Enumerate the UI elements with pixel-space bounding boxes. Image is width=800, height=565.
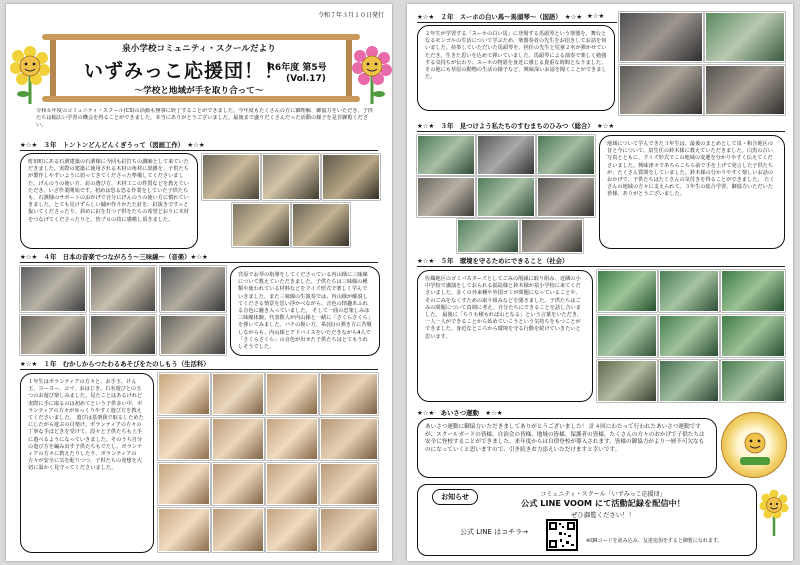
photo-shamisen-1 [20, 266, 86, 312]
notice-line3: ぜひ御覧ください！！ [571, 511, 635, 519]
flower-mascot-left [10, 46, 50, 106]
photo-town-5 [477, 177, 535, 217]
photo-games-9 [158, 463, 210, 505]
flower-mascot-small [759, 490, 789, 538]
photo-env-2 [659, 270, 719, 312]
photo-shamisen-2 [90, 266, 156, 312]
horse-fiddle-text-box [417, 25, 615, 111]
photo-env-3 [721, 270, 785, 312]
photo-env-7 [597, 360, 657, 402]
town-secrets-text: 地域について学んできた３年生は、最後のまとめとして泉・和合地区の昔と今について、泉生住の鈴木様に教えていただきました。白黒の古い写真とともに、クイズ形式でこの地域の変遷を分かりやすく伝えてくださいました。興味津々であちらこちら前で手を上げて発言した子供たちが、たくさん質問をしていました。鈴木様の分かりやすく楽しいお話のおかげで、子供たちはたくさんの気付きを得ることができました。 たくさんの地域の方々に支えられて、３年生の総合学習、御協力いただいた皆様、ありがとうございました。 [607, 141, 775, 198]
issue-date: 令和７年３月１０日発行 [317, 12, 384, 19]
photo-games-3 [266, 373, 318, 415]
crafts-text-box [20, 153, 198, 249]
photo-town-1 [417, 135, 475, 175]
greeting-badge [721, 412, 787, 478]
photo-env-9 [721, 360, 785, 402]
photo-woodwork-3 [322, 154, 380, 200]
sign-top-bar [42, 34, 360, 40]
greeting-icon [722, 413, 788, 479]
photo-woodwork-1 [202, 154, 260, 200]
photo-shamisen-6 [160, 315, 226, 355]
section-header-crafts: ★☆★ ３年 トントンどんどんくぎうって（図画工作） ★☆★ [20, 141, 205, 149]
divider [20, 150, 378, 151]
photo-town-3 [537, 135, 595, 175]
photo-env-4 [597, 315, 657, 357]
photo-woodwork-2 [262, 154, 320, 200]
photo-env-6 [721, 315, 785, 357]
crafts-text: 町田町にある石濱建築の石濱様に今回も釘打ちの講師として来ていただきました。実際の建築に使用される木材の角材に誤雑を、子供たちが製作しやすいように切ってきてくださった準備してくださいました。げんのうの使い方、釘の選び方、木材工この性質などを教えていただき、いざ作業開始です。初めは恐る恐る作業をしていた子供たちも、石濱様のサポートのおかげで自分にげんのうの使い方に慣れていきました。とても見けずらしい舗が作りかたた釘を、釘抜きですっと抜いてくださったり、斜めに釘を打つ子供をたちの希望どおりに木材をつなげてくださったりと、皆プロの技に感嘆し頂きました。 [28, 159, 189, 223]
environment-text-box [417, 270, 593, 402]
sign-bottom-bar [42, 96, 360, 102]
photo-games-12 [320, 463, 378, 505]
photo-games-11 [266, 463, 318, 505]
newsletter-title: いずみっこ応援団！！ [84, 60, 285, 82]
photo-town-2 [477, 135, 535, 175]
town-secrets-text-box [599, 135, 785, 249]
photo-games-6 [212, 418, 264, 460]
photo-shamisen-4 [20, 315, 86, 355]
photo-games-13 [158, 508, 210, 552]
page-right [407, 4, 793, 561]
photo-games-7 [266, 418, 318, 460]
notice-line1: コミュニティ・スクール「いずみっこ応援団」 [540, 491, 666, 498]
photo-env-1 [597, 270, 657, 312]
photo-horse-fiddle-2 [705, 12, 785, 62]
line-link-label[interactable]: 公式 LINE はコチラ→ [460, 528, 528, 536]
photo-town-7 [457, 219, 519, 253]
photo-games-10 [212, 463, 264, 505]
divider [417, 131, 785, 132]
photo-horse-fiddle-3 [619, 65, 703, 115]
photo-games-4 [320, 373, 378, 415]
section-header-town-secrets: ★☆★ ３年 見つけよう私たちのすむまちのひみつ（総合） ★☆★ [417, 122, 615, 130]
divider [20, 262, 378, 263]
photo-woodwork-5 [292, 203, 350, 247]
photo-horse-fiddle-4 [705, 65, 785, 115]
old-games-text: １年生はボランティアの方々と、お手玉、けん玉、ヨーヨー、コマ、おはじき、石名遊びとの五つのお遊び楽しみました。見たことはあるけれど実際に手に取るのは初めてという子供多い中、ボランティアの方々がゆっくりやすく遊び方を教えてくださいました。 遊びは基楽我で取るしためたにしたがら遊ぶの目楽け。ボランティアの方々の丁寧な手ほどきを受けて、段々と子供たちも上手に遊べるようになっていきました。そのうち自分の遊び方を編み出す子供たちもでたし、ボランティアの方々に教えたりしたり、ボランティアの方々が安全に気を配りつつ、子供たちの発想を大切に温かく見守ってくださいました。 [28, 379, 144, 472]
qr-note: ※QRコードを読み込み、友達追加をすると御覧になれます。 [586, 538, 723, 544]
photo-town-4 [417, 177, 475, 217]
music-text-box [230, 266, 380, 356]
section-header-horse-fiddle: ★☆★ ２年 スーホの白い馬～馬頭琴～（国語） ★☆★ [417, 13, 583, 21]
photo-games-8 [320, 418, 378, 460]
photo-env-8 [659, 360, 719, 402]
volume-label: (Vol.17) [286, 74, 326, 84]
photo-games-16 [320, 508, 378, 552]
photo-games-5 [158, 418, 210, 460]
divider [417, 266, 785, 267]
qr-code-icon[interactable] [546, 519, 578, 551]
newsletter-header [6, 4, 392, 112]
flower-mascot-right [352, 46, 392, 106]
photo-games-14 [212, 508, 264, 552]
music-text: 宮原でお琴の指導をしてくださっている内山様に三味線について教えていただきました。子供たちは三味線の種類や使われている材料などをクイズ形式で楽しく学んでいきました。また三味線の生演奏では、内山様が解説してくださる情景を思い浮かべながら、音色の情趣あふれる音色に魅き入っていました。 そして一曲の忠楽しみは三味線体験。代表数人が内山様と一緒に「さくらさくら」を弾いてみました。バチの扱い方、糸(弦)の弾き方に苦戦しながらも、内山様とアドバイスをいただきながら4人で「さくらさくら」の音色が出せた子供たちはとてもうれしそうでした。 [238, 272, 372, 351]
section-header-environment: ★☆★ ５年 環境を守るためにできること（社会） [417, 257, 569, 265]
issue-number: R6年度 第5号 [268, 63, 327, 73]
newsletter-subtitle: ～学校と地域が手を取り合って～ [134, 86, 264, 96]
photo-horse-fiddle-1 [619, 12, 703, 62]
photo-shamisen-3 [160, 266, 226, 312]
environment-text: 佐織地区のゴミバスターズとしてごみの削減に取り組み、近隣の小中学校で講演をしておられる福島様と鈴木様が泉小学校に来てくださいました。多くの外来種や外国ゴミが問題になっていることや、そのごみをなくすための取り組みなどを聞きました。子供たちはごみの問題について真剣に考え、自分たちにできることを話し合いました。 最後に「ちりも積もれば山となる」という言葉をいただき、一人一人ができることから始めていこうという気持ちをもつことができました。身近なところから環境を守る行動を続けていきたいと思います。 [425, 276, 583, 340]
photo-games-15 [266, 508, 318, 552]
photo-town-8 [521, 219, 583, 253]
section-header-music: ★☆★ ４年 日本の音楽でつながろう～三味線～（音楽）★☆★ [20, 253, 208, 261]
old-games-text-box [20, 373, 154, 553]
notice-line2: 公式 LINE VOOM にて活動記録を配信中！ [521, 498, 685, 508]
photo-env-5 [659, 315, 719, 357]
photo-shamisen-5 [90, 315, 156, 355]
divider [20, 369, 378, 370]
notice-box [417, 484, 757, 556]
notice-label: お知らせ [432, 489, 478, 505]
intro-text: 令和６年度のコミュニティ・スクール(CS)の活動も無事に終了することができました。今年度もたくさんの方に御理解、御協力をいただき、子供たちは幅広い学習の機会を得ることができました。本当にありがとうございました。最後まで盛りだくさんだった活動の様子を是非御覧ください。 [36, 108, 373, 129]
section-header-stars: ★☆★ [587, 12, 605, 20]
horse-fiddle-text: ２年生が学習する「スーホの白い馬」に登場する馬頭琴という楽器を、舞台となるモンゴルの生活について学ぶため、楽器奏者の先生をお招きしてお話を伺いました。持参していただいた馬頭琴を、担任の先生と児童２名が弾かせていただき、生きた思いを込めて弾いていました。馬頭琴による演奏で楽しく勉強する気持ちが伝わり、スーホの物語を身近に感じる貴重な時間となりました。その他にも草原の動物の生活の様子など、興味深いお話を聞くことができました。 [425, 31, 607, 81]
greetings-text: あいさつ運動に御協力いただきましてありがとうございました！ 計４回にわたって行われたあいさつ運動ですが、スクールガードの皆様、自治会の皆様、地域の皆様、保護者の皆様、たくさんの方々のおかげで子供たちは安全に登校することができました。来年度からは自律登校が導入されます。皆様の御協力がより一層不可欠なものになっていくと思いますので、引き続きお力添えいただけますと幸いです。 [425, 424, 705, 453]
page-left [6, 4, 392, 561]
photo-games-2 [212, 373, 264, 415]
greetings-text-box [417, 418, 717, 478]
section-header-greetings: ★☆★ あいさつ運動 ★☆★ [417, 409, 503, 417]
section-header-old-games: ★☆★ １年 むかしからつたわるあそびをたのしもう（生活科） [20, 360, 210, 368]
photo-woodwork-4 [232, 203, 290, 247]
divider [417, 22, 617, 23]
photo-games-1 [158, 373, 210, 415]
photo-town-6 [537, 177, 595, 217]
school-name: 泉小学校コミュニティ・スクールだより [122, 44, 276, 54]
